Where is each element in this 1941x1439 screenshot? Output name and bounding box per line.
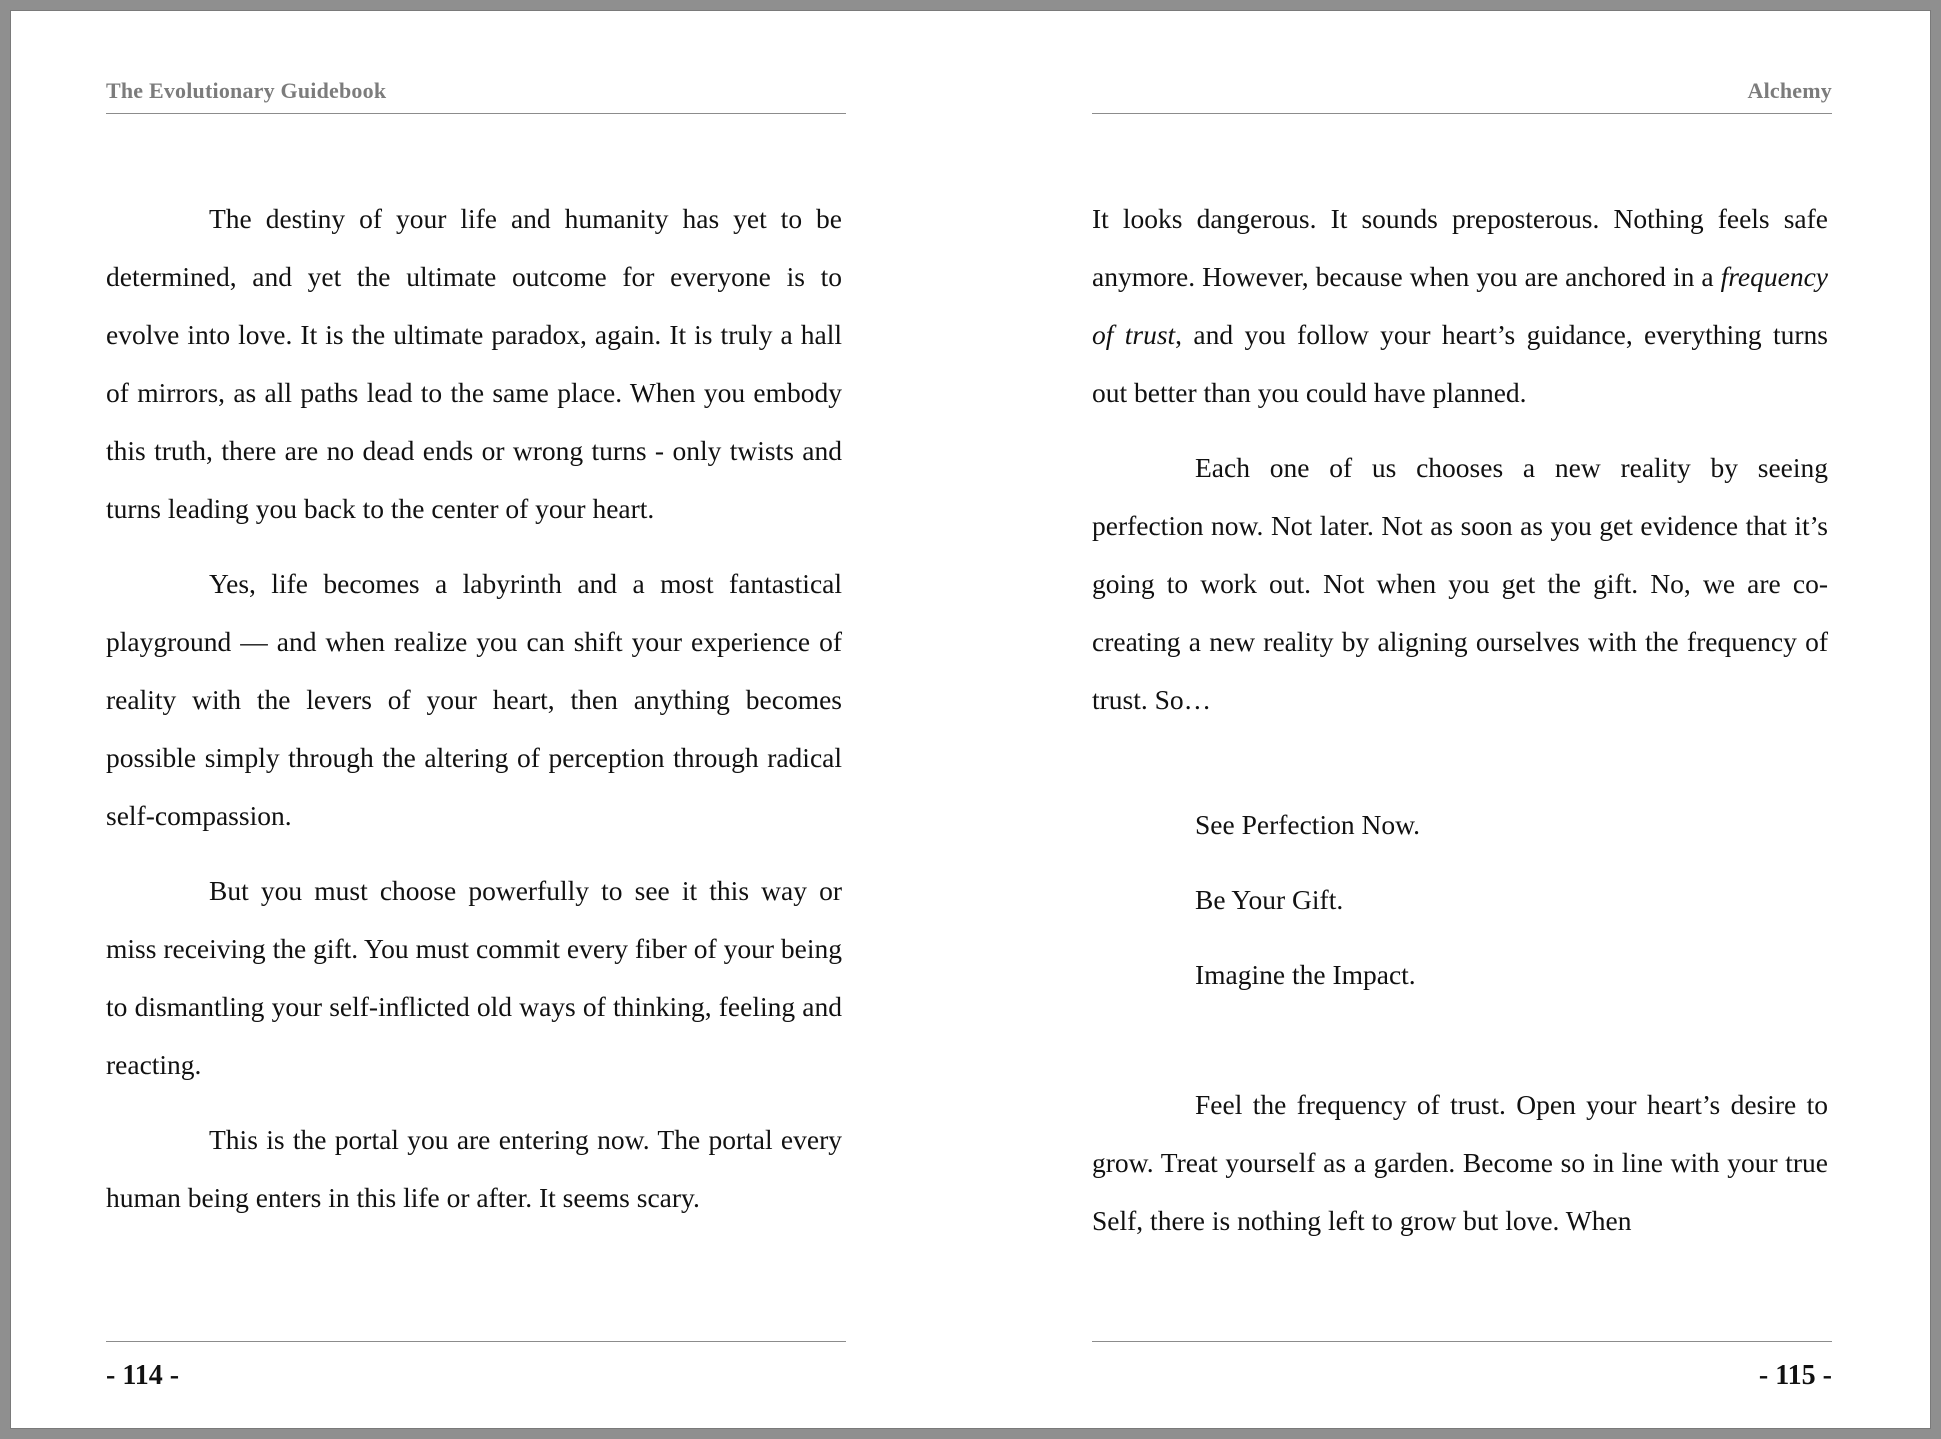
left-paragraph-1: The destiny of your life and humanity has yet to be determined, and yet the ultimate outcome for everyone is to evolve into love. It is the ultimate paradox, again. It is truly a hall of mirrors, as all paths lead to the same place. When you embody this truth, there are no dead ends or wrong turns - only twists and turns leading you back to the center of your heart.	[106, 203, 842, 524]
right-continuation-paragraph	[1092, 190, 1828, 422]
right-page	[1092, 10, 1832, 1429]
left-body-text	[106, 190, 842, 1244]
continuation-text-after: , and you follow your heart’s guidance, everything turns out better than you could have planned.	[1092, 319, 1828, 408]
right-paragraph-3: Feel the frequency of trust. Open your heart’s desire to grow. Treat yourself as a garden. Become so in line with your true Self, there is nothing left to grow but love. When	[1092, 1089, 1828, 1236]
continuation-text-before: It looks dangerous. It sounds preposterous. Nothing feels safe anymore. However, because when you are anchored in a	[1092, 203, 1828, 292]
right-header-rule	[1092, 113, 1832, 114]
right-footer-rule	[1092, 1341, 1832, 1342]
spacer	[1092, 1021, 1828, 1076]
book-spread	[10, 10, 1931, 1429]
left-footer-rule	[106, 1341, 846, 1342]
right-body-text	[1092, 190, 1828, 1267]
right-page-number: - 115 -	[1758, 1360, 1832, 1391]
spacer	[1092, 746, 1828, 796]
left-paragraph-2: Yes, life becomes a labyrinth and a most fantastical playground — and when realize you can shift your experience of reality with the levers of your heart, then anything becomes possible simply through the altering of perception through radical self-compassion.	[106, 568, 842, 831]
right-running-head: Alchemy	[1747, 78, 1832, 103]
emphasis-frequency-of-trust: frequency of trust	[1092, 261, 1828, 350]
left-page-number: - 114 -	[106, 1360, 180, 1391]
affirmation-3: Imagine the Impact.	[1195, 959, 1416, 990]
left-header-rule	[106, 113, 846, 114]
left-page	[106, 10, 846, 1429]
right-paragraph-2: Each one of us chooses a new reality by seeing perfection now. Not later. Not as soon as you get evidence that it’s going to work out. Not when you get the gift. No, we are co-creating a new reality by aligning ourselves with the frequency of trust. So…	[1092, 452, 1828, 715]
left-paragraph-3: But you must choose powerfully to see it this way or miss receiving the gift. You must commit every fiber of your being to dismantling your self-inflicted old ways of thinking, feeling and reacting.	[106, 875, 842, 1080]
affirmation-2: Be Your Gift.	[1195, 884, 1344, 915]
left-running-head: The Evolutionary Guidebook	[106, 78, 387, 103]
left-paragraph-4: This is the portal you are entering now. The portal every human being enters in this life or after. It seems scary.	[106, 1124, 842, 1213]
affirmation-1: See Perfection Now.	[1195, 809, 1421, 840]
